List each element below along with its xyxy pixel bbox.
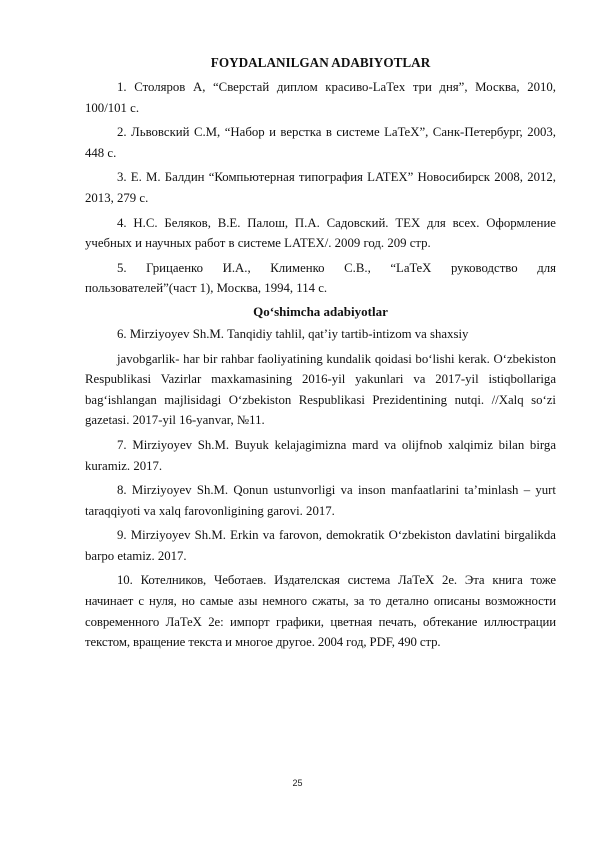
reference-item-6-continued: javobgarlik- har bir rahbar faoliyatining kundalik qoidasi bo‘lishi kerak. O‘zbekiston Respublikasi Vazirlar maxkamasining 2016-yil yakunlari va 2017-yil istiqbollariga bag‘ishlangan majlisidagi O‘zbekiston Respublikasi Prezidentining nutqi. //Xalq so‘zi gazetasi. 2017-yil 16-yanvar, №11. [85, 351, 556, 428]
reference-item-7: 7. Mirziyoyev Sh.M. Buyuk kelajagimizna mard va olijfnob xalqimiz bilan birga kuramiz. 2017. [85, 437, 556, 473]
reference-item-4: 4. Н.С. Беляков, В.Е. Палош, П.А. Садовский. TEX для всех. Оформление учебных и научных работ в системе LATEX/. 2009 год. 209 стр. [85, 215, 556, 251]
reference-item-3: 3. Е. М. Балдин “Компьютерная типография LATEX” Новосибирск 2008, 2012, 2013, 279 с. [85, 170, 556, 205]
reference-item-5: 5. Грицаенко И.А., Клименко С.В., “LaTeX руководство для пользователей”(част 1), Москва, 1994, 114 с. [85, 260, 556, 296]
reference-item-9: 9. Mirziyoyev Sh.M. Erkin va farovon, demokratik O‘zbekiston davlatini birgalikda barpo etamiz. 2017. [85, 528, 556, 563]
reference-item-1: 1. Столяров А, “Сверстай диплом красиво-LaTex три дня”, Москва, 2010, 100/101 с. [85, 80, 556, 115]
reference-item-8: 8. Mirziyoyev Sh.M. Qonun ustunvorligi va inson manfaatlarini ta’minlash – yurt taraqqiyoti va xalq farovonligining garovi. 2017. [85, 483, 556, 518]
page-number: 25 [292, 778, 303, 788]
additional-references-heading: Qo‘shimcha adabiyotlar [253, 303, 388, 319]
reference-item-10: 10. Котелников, Чеботаев. Издателская система ЛаТеХ 2е. Эта книга тоже начинает с нуля, но самые азы немного сжаты, за то детално описаны возможности современного ЛаТеХ 2е: импорт графики, цветная печать, обтекание иллюстрации текстом, вращение текста и многое другое. 2004 год, PDF, 490 стр. [85, 573, 556, 650]
document-page [85, 54, 556, 657]
reference-item-6: 6. Mirziyoyev Sh.M. Tanqidiy tahlil, qat’iy tartib-intizom va shaxsiy [117, 326, 469, 341]
reference-item-2: 2. Львовский С.М, “Набор и верстка в системе LaTeX”, Санк-Петербург, 2003, 448 с. [85, 125, 556, 160]
references-heading: FOYDALANILGAN ADABIYOTLAR [210, 55, 431, 70]
